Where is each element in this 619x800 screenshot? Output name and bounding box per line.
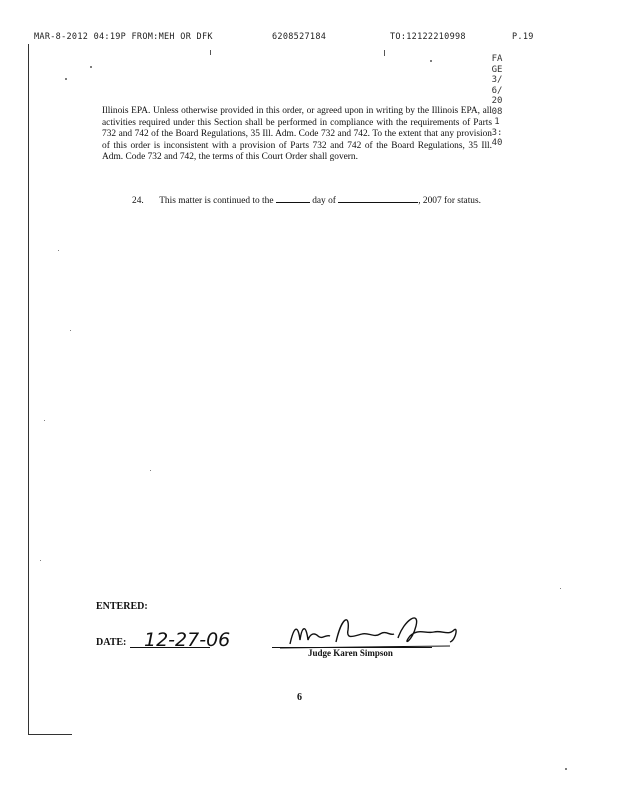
speck — [430, 60, 432, 62]
speck — [384, 50, 385, 56]
speck — [70, 330, 71, 331]
speck — [58, 250, 59, 251]
handwritten-date — [142, 620, 242, 654]
speck — [44, 420, 45, 421]
fax-page: P.19 — [512, 32, 534, 42]
left-margin-border — [28, 44, 29, 734]
fax-header — [34, 32, 542, 44]
fax-number: 6208527184 — [272, 32, 327, 42]
speck — [150, 470, 151, 471]
order-paragraph: Illinois EPA. Unless otherwise provided in this order, or agreed upon in writing by the Illinois EPA, all activities required under this Section shall be performed in compliance with the requirements of Parts 732 and 742 of the Board Regulations, 35 Ill. Adm. Code 732 and 742. To the extent that any provision of this order is inconsistent with a provision of Parts 732 and 742 of the Board Regulations, 35 Ill. Adm. Code 732 and 742, the terms of this Court Order shall govern. — [102, 106, 492, 162]
date-label: DATE: — [96, 637, 127, 648]
speck — [90, 66, 92, 68]
item-text-after: , 2007 for status. — [418, 196, 481, 206]
entered-label: ENTERED: — [96, 601, 148, 612]
item-text-middle: day of — [312, 196, 336, 206]
judge-name: Judge Karen Simpson — [308, 648, 393, 658]
speck — [210, 50, 211, 55]
day-blank — [276, 193, 310, 203]
speck — [40, 560, 41, 561]
signature-stroke — [290, 618, 456, 644]
fax-recipient: TO:12122210998 — [390, 32, 466, 42]
speck — [65, 78, 67, 80]
handwritten-date-text: 12-27-06 — [144, 629, 231, 651]
speck — [560, 588, 561, 589]
item-24 — [102, 193, 492, 208]
fax-date-time: MAR-8-2012 04:19P FROM:MEH OR DFK — [34, 32, 213, 42]
bottom-margin-border — [28, 734, 72, 735]
vertical-page-stamp: FAGE3/6/2008 13:40 — [491, 54, 503, 148]
page-number: 6 — [297, 692, 302, 703]
speck — [565, 768, 567, 770]
item-text-before: This matter is continued to the — [159, 196, 274, 206]
judge-signature — [270, 606, 470, 652]
item-number: 24. — [132, 196, 144, 206]
month-blank — [338, 193, 418, 203]
